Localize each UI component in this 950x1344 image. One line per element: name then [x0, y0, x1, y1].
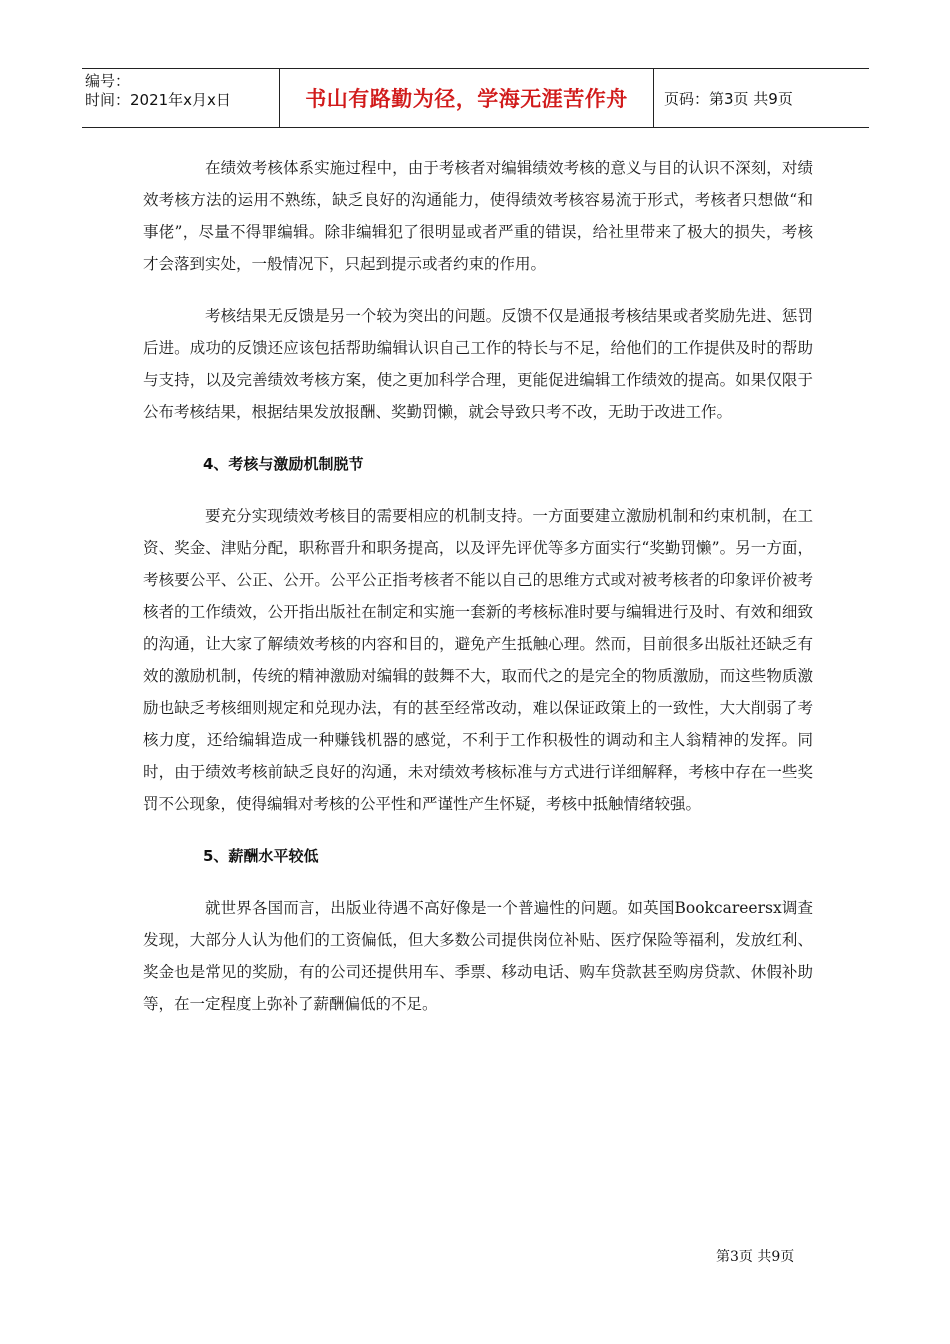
header-motto: 书山有路勤为径，学海无涯苦作舟	[280, 69, 654, 127]
document-number: 编号：	[85, 72, 131, 90]
section-heading-4: 4、考核与激励机制脱节	[203, 455, 364, 473]
header-page-number: 页码：第3页 共9页	[664, 89, 793, 108]
page-header	[82, 68, 869, 128]
header-info	[82, 69, 280, 127]
document-date: 时间：2021年x月x日	[85, 91, 231, 109]
section-heading-5: 5、薪酬水平较低	[203, 847, 319, 865]
paragraph-3: 要充分实现绩效考核目的需要相应的机制支持。一方面要建立激励机制和约束机制，在工资、奖金、津贴分配，职称晋升和职务提高，以及评先评优等多方面实行“奖勤罚懒”。另一方面，考核要公平、公正、公开。公平公正指考核者不能以自己的思维方式或对被考核者的印象评价被考核者的工作绩效，公开指出版社在制定和实施一套新的考核标准时要与编辑进行及时、有效和细致的沟通，让大家了解绩效考核的内容和目的，避免产生抵触心理。然而，目前很多出版社还缺乏有效的激励机制，传统的精神激励对编辑的鼓舞不大，取而代之的是完全的物质激励，而这些物质激励也缺乏考核细则规定和兑现办法，有的甚至经常改动，难以保证政策上的一致性，大大削弱了考核力度，还给编辑造成一种赚钱机器的感觉，不利于工作积极性的调动和主人翁精神的发挥。同时，由于绩效考核前缺乏良好的沟通，未对绩效考核标准与方式进行详细解释，考核中存在一些奖罚不公现象，使得编辑对考核的公平性和严谨性产生怀疑，考核中抵触情绪较强。	[143, 507, 813, 813]
paragraph-1: 在绩效考核体系实施过程中，由于考核者对编辑绩效考核的意义与目的认识不深刻，对绩效考核方法的运用不熟练，缺乏良好的沟通能力，使得绩效考核容易流于形式，考核者只想做“和事佬”，尽量不得罪编辑。除非编辑犯了很明显或者严重的错误，给社里带来了极大的损失，考核才会落到实处，一般情况下，只起到提示或者约束的作用。	[143, 159, 813, 273]
page-footer: 第3页 共9页	[716, 1249, 795, 1265]
paragraph-4: 就世界各国而言，出版业待遇不高好像是一个普遍性的问题。如英国Bookcareersx调查发现，大部分人认为他们的工资偏低，但大多数公司提供岗位补贴、医疗保险等福利，发放红利、奖金也是常见的奖励，有的公司还提供用车、季票、移动电话、购车贷款甚至购房贷款、休假补助等，在一定程度上弥补了薪酬偏低的不足。	[143, 899, 813, 1013]
document-body	[143, 152, 813, 1040]
paragraph-2: 考核结果无反馈是另一个较为突出的问题。反馈不仅是通报考核结果或者奖励先进、惩罚后进。成功的反馈还应该包括帮助编辑认识自己工作的特长与不足，给他们的工作提供及时的帮助与支持，以及完善绩效考核方案，使之更加科学合理，更能促进编辑工作绩效的提高。如果仅限于公布考核结果，根据结果发放报酬、奖勤罚懒，就会导致只考不改，无助于改进工作。	[143, 307, 813, 421]
